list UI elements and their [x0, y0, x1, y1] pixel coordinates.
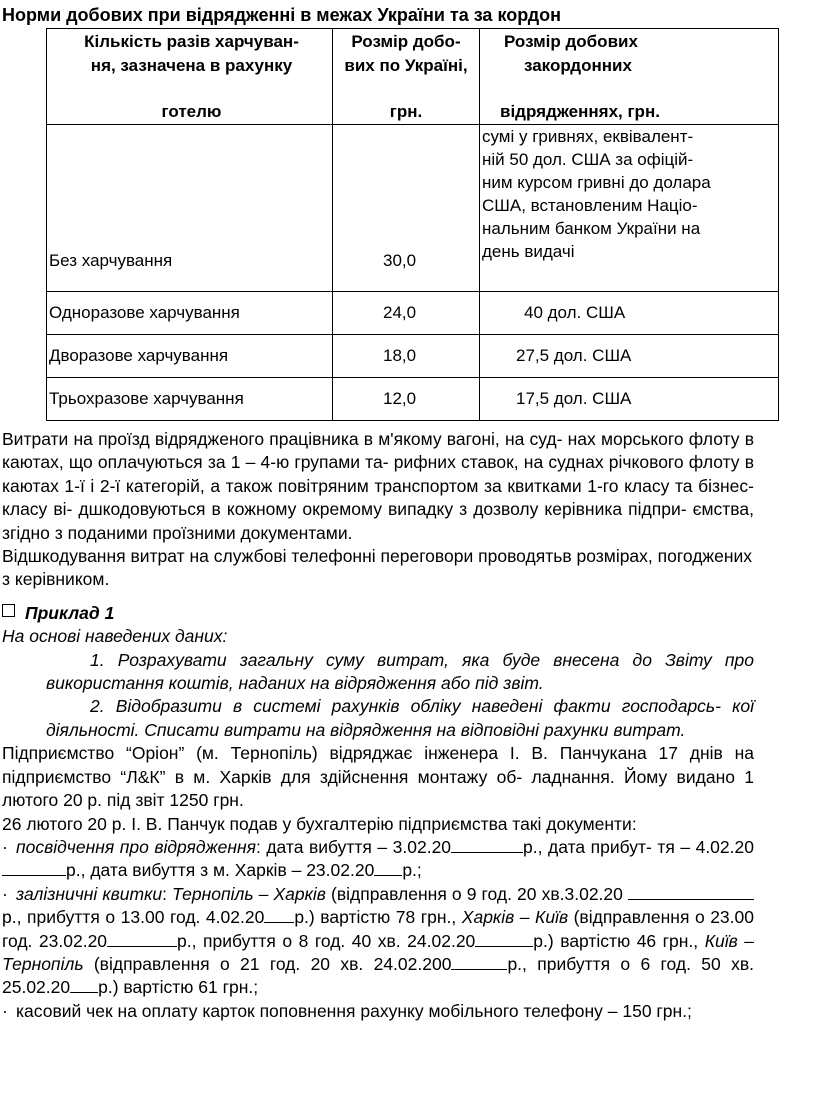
blank-line — [374, 861, 402, 876]
bullet-icon: · — [2, 836, 8, 857]
blank-line — [475, 932, 533, 947]
documents-intro: 26 лютого 20 р. І. В. Панчук подав у бухгалтерію підприємства такі документи: — [2, 813, 637, 834]
phone-paragraph: Відшкодування витрат на службові телефонні переговори проводятьв розмірах, погоджених з керівником. — [2, 546, 753, 590]
row-label: Одноразове харчування — [47, 292, 333, 335]
row-abroad-value: сумі у гривнях, еквівалент- ній 50 дол. США за офіцій- ним курсом гривні до долара США, встановленим Націо- нальним банком України на день видачі — [480, 125, 779, 292]
blank-line — [70, 978, 98, 993]
task-1: 1. Розрахувати загальну суму витрат, яка буде внесена до Звіту про використання коштів, наданих на відрядження або під звіт. — [46, 649, 754, 694]
blank-line — [2, 861, 66, 876]
row-abroad-value: 27,5 дол. США — [480, 335, 779, 378]
table-row — [47, 125, 779, 292]
document-item: · посвідчення про відрядження: дата вибуття – 3.02.20 р., дата прибут- тя – 4.02.20р., дата вибуття з м. Харків – 23.02.20 р.; — [2, 836, 754, 881]
blank-line — [264, 908, 294, 923]
company-paragraph: Підприємство “Оріон” (м. Тернопіль) відряджає інженера І. В. Панчукана 17 днів на підприємство “Л&К” в м. Харків для здійснення монтажу об- ладнання. Йому видано 1 лютого 20 р. під звіт 1250 грн. — [2, 743, 754, 811]
table-row — [47, 378, 779, 421]
bullet-icon: · — [2, 1000, 8, 1021]
table-row — [47, 335, 779, 378]
blank-line — [451, 955, 507, 970]
per-diem-table — [46, 28, 779, 421]
checkbox-icon — [2, 604, 15, 617]
row-abroad-value: 17,5 дол. США — [480, 378, 779, 421]
row-ukraine-value: 24,0 — [333, 292, 480, 335]
body-text — [2, 428, 754, 1023]
row-label: Без харчування — [47, 125, 333, 292]
document-item: · залізничні квитки: Тернопіль – Харків (відправлення о 9 год. 20 хв.3.02.20 р., прибуття о 13.00 год. 4.02.20 р.) вартістю 78 грн., Харків – Київ (відправлення о 23.00 год. 23.02.20 р., прибуття о 8 год. 40 хв. 24.02.20 р.) вартістю 46 грн., Київ – Тернопіль (відправлення о 21 год. 20 хв. 24.02.200 р., прибуття о 6 год. 50 хв. 25.02.20 р.) вартістю 61 грн.; — [2, 883, 754, 998]
blank-line — [451, 838, 523, 853]
page-heading: Норми добових при відрядженні в межах України та за кордон — [2, 5, 562, 25]
task-2: 2. Відобразити в системі рахунків обліку наведені факти господарсь- кої діяльності. Списати витрати на відрядження на відповідні рахунки витрат. — [46, 696, 754, 740]
travel-paragraph: Витрати на проїзд відрядженого працівника в м'якому вагоні, на суд- нах морського флоту в каютах, що оплачуються за 1 – 4-ю групами та- рифних ставок, на суднах річкового флоту в каютах 1-ї і 2-ї категорій, а також повітряним транспортом за квитками 1-го класу та бізнес-класу ві- дшкодовуються в кожному окремому випадку з дозволу керівника підпри- ємства, згідно з поданими проїзними документами. — [2, 429, 754, 543]
example-title: Приклад 1 — [2, 602, 754, 625]
table-row — [47, 292, 779, 335]
example-intro: На основі наведених даних: — [2, 626, 228, 647]
row-label: Трьохразове харчування — [47, 378, 333, 421]
row-ukraine-value: 30,0 — [333, 125, 480, 292]
header-meals: Кількість разів харчуван- ня, зазначена в рахунку готелю — [47, 29, 333, 125]
row-label: Дворазове харчування — [47, 335, 333, 378]
row-ukraine-value: 18,0 — [333, 335, 480, 378]
table-header-row — [47, 29, 779, 125]
row-abroad-value: 40 дол. США — [480, 292, 779, 335]
header-abroad: Розмір добових закордонних відрядженнях, грн. — [480, 29, 779, 125]
blank-line — [628, 885, 754, 900]
blank-line — [107, 932, 177, 947]
header-ukraine: Розмір добо- вих по Україні, грн. — [333, 29, 480, 125]
bullet-icon: · — [2, 883, 8, 904]
document-item: · касовий чек на оплату карток поповнення рахунку мобільного телефону – 150 грн.; — [2, 1000, 754, 1023]
row-ukraine-value: 12,0 — [333, 378, 480, 421]
